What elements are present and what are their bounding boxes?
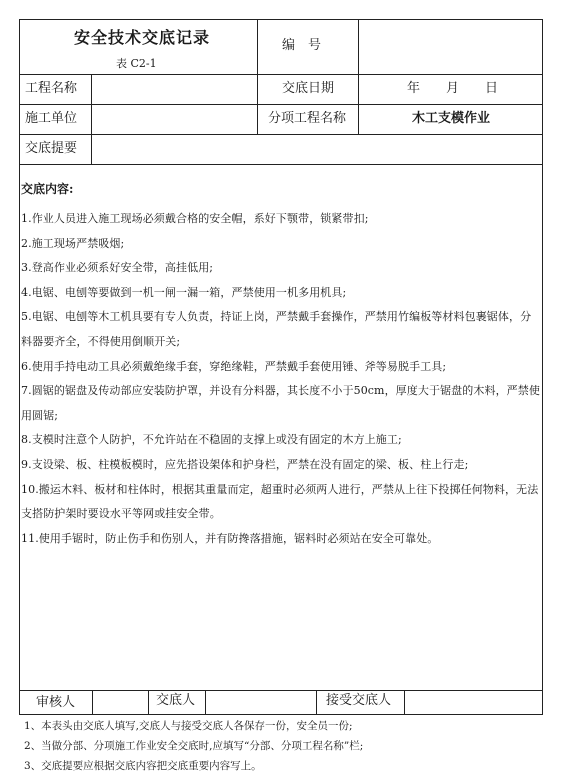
- footnote: 2、当做分部、分项施工作业安全交底时,应填写“分部、分项工程名称”栏;: [24, 740, 364, 752]
- sig-divider-2: [148, 690, 149, 715]
- row-line-2: [19, 104, 543, 105]
- content-item: 9.支设梁、板、柱模板模时，应先搭设架体和护身栏，严禁在没有固定的梁、板、柱上行走;: [21, 457, 469, 471]
- frame-left: [19, 19, 20, 715]
- project-name-label: 工程名称: [25, 81, 78, 96]
- sig-divider-1: [92, 690, 93, 715]
- row-line-4: [19, 164, 543, 165]
- construction-unit-label: 施工单位: [25, 111, 78, 126]
- header-divider-2: [358, 19, 359, 75]
- footnote: 3、交底提要应根据交底内容把交底重要内容写上。: [24, 760, 262, 772]
- disclosure-summary-label: 交底提要: [25, 141, 78, 156]
- header-divider-1: [257, 19, 258, 75]
- mid-col-divider-a: [257, 74, 258, 135]
- label-col-divider: [91, 74, 92, 165]
- reviewer-label: 审核人: [36, 695, 76, 710]
- receiver-label: 接受交底人: [326, 693, 392, 708]
- sig-divider-3: [205, 690, 206, 715]
- serial-number-label: 编 号: [282, 38, 322, 53]
- content-item: 2.施工现场严禁吸烟;: [21, 236, 125, 250]
- presenter-label: 交底人: [156, 693, 196, 708]
- mid-col-divider-b: [358, 74, 359, 135]
- form-title: 安全技术交底记录: [74, 28, 211, 47]
- content-item: 11.使用手锯时，防止伤手和伤别人，并有防搀落措施，锯料时必须站在安全可靠处。: [21, 531, 439, 545]
- footnotes: [24, 716, 363, 776]
- content-item: 10.搬运木料、板材和柱体时，根据其重量而定，超重时必须两人进行，严禁从上往下投掷任何物料，无法支搭防护架时要设水平等网或挂安全带。: [21, 482, 539, 521]
- subproject-name-value[interactable]: 木工支模作业: [412, 111, 491, 126]
- content-item: 8.支模时注意个人防护，不允许站在不稳固的支撑上或没有固定的木方上施工;: [21, 433, 402, 447]
- content-item: 4.电锯、电刨等要做到一机一闸一漏一箱，严禁使用一机多用机具;: [21, 285, 347, 299]
- content-item: 5.电锯、电刨等木工机具要有专人负责，持证上岗，严禁戴手套操作，严禁用竹编板等材料包裹锯体，分料器要齐全，不得使用倒顺开关;: [21, 310, 532, 348]
- frame-top: [19, 19, 543, 20]
- sig-divider-5: [404, 690, 405, 715]
- row-line-1: [19, 74, 543, 75]
- disclosure-content: [21, 180, 541, 551]
- content-item: 6.使用手持电动工具必须戴绝缘手套，穿绝缘鞋，严禁戴手套使用锤、斧等易脱手工具;: [21, 359, 447, 373]
- sig-divider-4: [316, 690, 317, 715]
- frame-right: [542, 19, 543, 715]
- content-item: 7.圆锯的锯盘及传动部应安装防护罩，并设有分料器，其长度不小于50cm，厚度大于锯盘的木料，严禁使用圆锯;: [21, 384, 540, 422]
- signature-row-top: [19, 690, 543, 691]
- footnote: 1、本表头由交底人填写,交底人与接受交底人各保存一份，安全员一份;: [24, 720, 353, 732]
- subproject-name-label: 分项工程名称: [268, 111, 347, 126]
- form-number: 表 C2-1: [116, 57, 157, 70]
- disclosure-date-label: 交底日期: [282, 81, 335, 96]
- frame-bottom: [19, 714, 543, 715]
- disclosure-date-value[interactable]: 年 月 日: [407, 81, 499, 96]
- content-item: 3.登高作业必须系好安全带，高挂低用;: [21, 261, 214, 275]
- content-heading: 交底内容:: [21, 182, 74, 196]
- row-line-3: [19, 134, 543, 135]
- content-item: 1.作业人员进入施工现场必须戴合格的安全帽，系好下颚带，锁紧带扣;: [21, 212, 369, 225]
